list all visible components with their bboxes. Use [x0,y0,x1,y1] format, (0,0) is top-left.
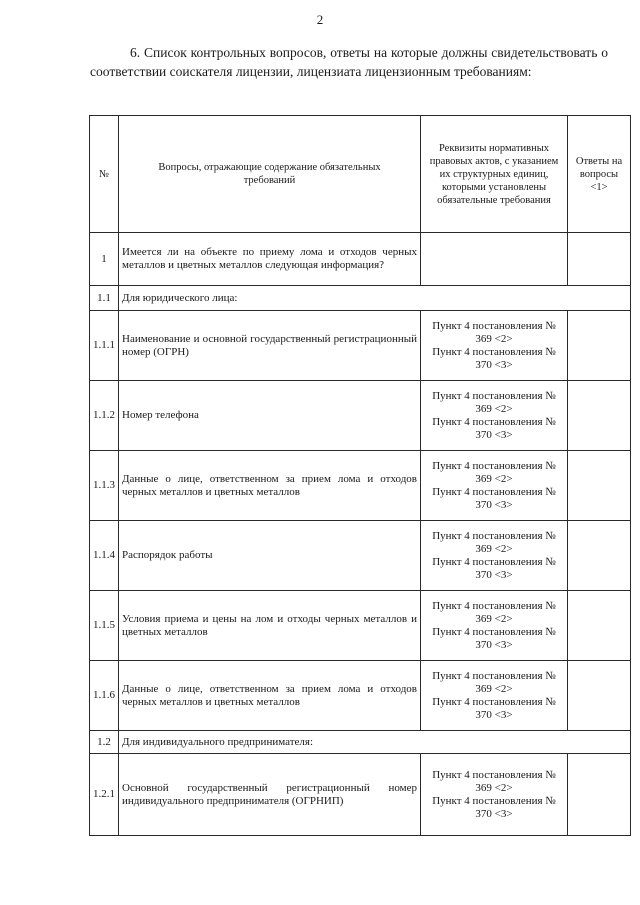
requisite-370: Пункт 4 постановления № 370 <3> [432,625,556,651]
row-number: 1.2.1 [90,754,119,836]
row-question: Данные о лице, ответственном за прием лома и отходов черных металлов и цветных металлов [119,451,421,521]
header-question: Вопросы, отражающие содержание обязательных требований [119,116,421,233]
row-answer-cell[interactable] [568,661,631,731]
table-row [90,286,631,311]
row-answer-cell[interactable] [568,311,631,381]
row-number: 1.1.5 [90,591,119,661]
page-number: 2 [316,12,324,27]
requisite-370: Пункт 4 постановления № 370 <3> [432,415,556,441]
header-number: № [90,116,119,233]
row-number: 1.1.4 [90,521,119,591]
row-question: Распорядок работы [119,521,421,591]
table-row [90,754,631,836]
table-row [90,661,631,731]
row-answer-cell[interactable] [568,233,631,286]
row-requisites [421,661,568,731]
table-row [90,233,631,286]
row-number: 1.1 [90,286,119,311]
row-number: 1 [90,233,119,286]
row-requisites [421,311,568,381]
table-row [90,521,631,591]
requisite-370: Пункт 4 постановления № 370 <3> [432,555,556,581]
requisite-369: Пункт 4 постановления № 369 <2> [432,459,556,485]
requisite-369: Пункт 4 постановления № 369 <2> [432,599,556,625]
table-row [90,381,631,451]
requisite-370: Пункт 4 постановления № 370 <3> [432,695,556,721]
intro-paragraph: 6. Список контрольных вопросов, ответы на которые должны свидетельствовать о соответствии соискателя лицензии, лицензиата лицензионным требованиям: [90,45,608,79]
table-row [90,311,631,381]
header-answers: Ответы на вопросы <1> [568,116,631,233]
row-answer-cell[interactable] [568,451,631,521]
row-question: Данные о лице, ответственном за прием лома и отходов черных металлов и цветных металлов [119,661,421,731]
checklist-table [89,115,631,836]
requisite-370: Пункт 4 постановления № 370 <3> [432,345,556,371]
requisite-370: Пункт 4 постановления № 370 <3> [432,794,556,820]
row-requisites [421,381,568,451]
row-requisites [421,754,568,836]
row-question: Основной государственный регистрационный номер индивидуального предпринимателя (ОГРНИП) [119,754,421,836]
table-row [90,731,631,754]
header-requisites: Реквизиты нормативных правовых актов, с указанием их структурных единиц, которыми установлены обязательные требования [421,116,568,233]
table-header-row [90,116,631,233]
row-number: 1.2 [90,731,119,754]
row-question: Наименование и основной государственный регистрационный номер (ОГРН) [119,311,421,381]
row-question: Номер телефона [119,381,421,451]
row-number: 1.1.1 [90,311,119,381]
row-answer-cell[interactable] [568,754,631,836]
row-question: Имеется ли на объекте по приему лома и отходов черных металлов и цветных металлов следующая информация? [119,233,421,286]
row-requisites [421,521,568,591]
requisite-369: Пункт 4 постановления № 369 <2> [432,389,556,415]
row-answer-cell[interactable] [568,381,631,451]
row-question: Для юридического лица: [119,286,631,311]
requisite-369: Пункт 4 постановления № 369 <2> [432,669,556,695]
table-row [90,451,631,521]
row-number: 1.1.2 [90,381,119,451]
row-requisites [421,233,568,286]
row-requisites [421,451,568,521]
requisite-370: Пункт 4 постановления № 370 <3> [432,485,556,511]
row-question: Для индивидуального предпринимателя: [119,731,631,754]
row-question: Условия приема и цены на лом и отходы черных металлов и цветных металлов [119,591,421,661]
row-number: 1.1.3 [90,451,119,521]
row-answer-cell[interactable] [568,521,631,591]
requisite-369: Пункт 4 постановления № 369 <2> [432,319,556,345]
requisite-369: Пункт 4 постановления № 369 <2> [432,768,556,794]
row-answer-cell[interactable] [568,591,631,661]
row-requisites [421,591,568,661]
requisite-369: Пункт 4 постановления № 369 <2> [432,529,556,555]
table-row [90,591,631,661]
row-number: 1.1.6 [90,661,119,731]
